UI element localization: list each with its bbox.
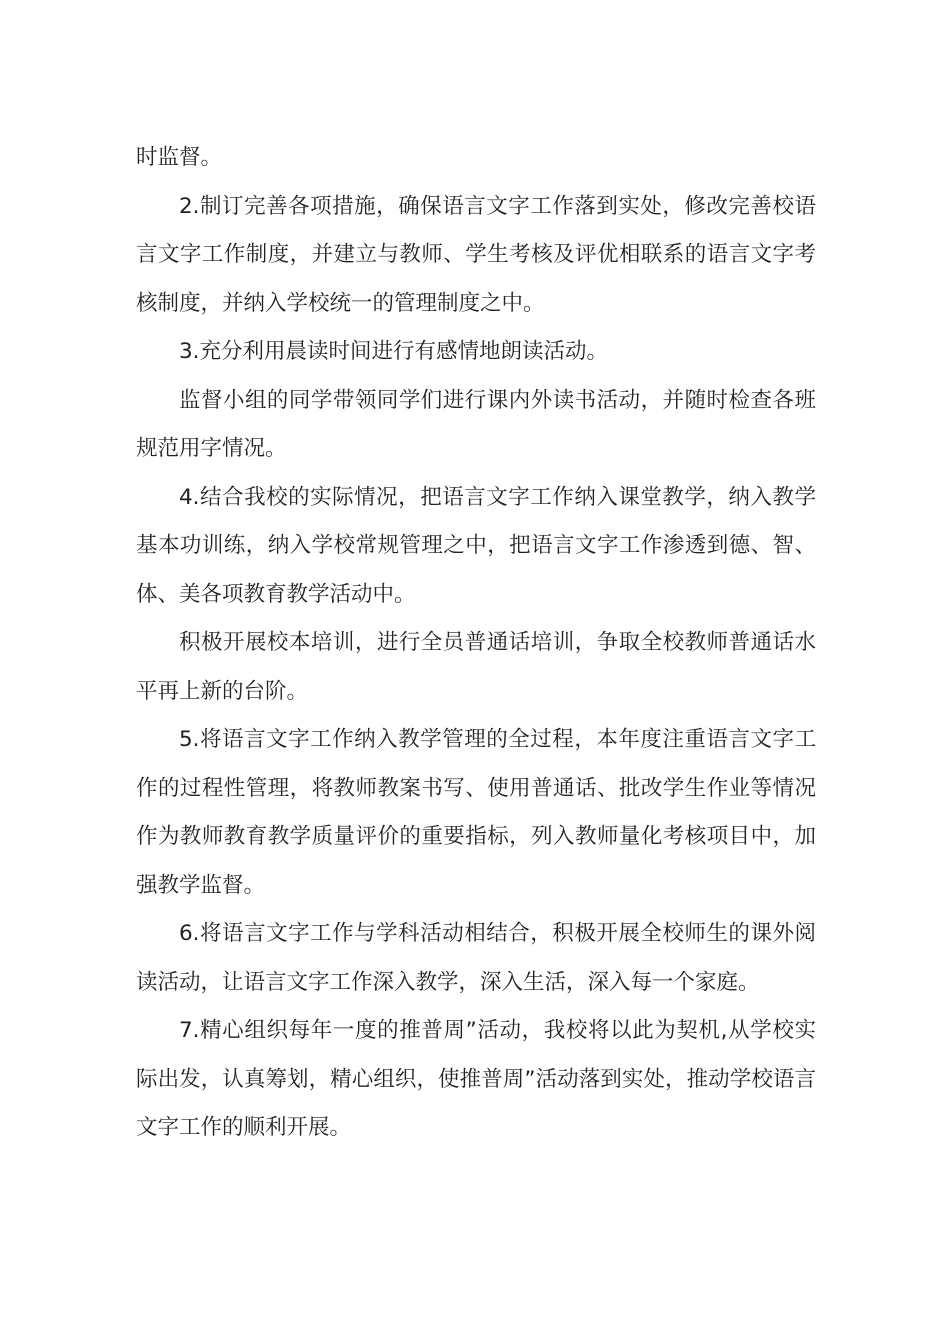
paragraph-continuation: 时监督。 (136, 145, 223, 170)
document-body (136, 134, 816, 1153)
paragraph-supervision: 监督小组的同学带领同学们进行课内外读书活动，并随时检查各班规范用字情况。 (136, 387, 816, 461)
paragraph-item-7: 7.精心组织每年一度的推普周”活动，我校将以此为契机,从学校实际出发，认真筹划，精心组织，使推普周”活动落到实处，推动学校语言文字工作的顺利开展。 (136, 1018, 816, 1140)
paragraph-item-5: 5.将语言文字工作纳入教学管理的全过程，本年度注重语言文字工作的过程性管理，将教师教案书写、使用普通话、批改学生作业等情况作为教师教育教学质量评价的重要指标，列入教师量化考核项目中，加强教学监督。 (136, 727, 816, 898)
paragraph-item-2: 2.制订完善各项措施，确保语言文字工作落到实处，修改完善校语言文字工作制度，并建立与教师、学生考核及评优相联系的语言文字考核制度，并纳入学校统一的管理制度之中。 (136, 193, 816, 316)
paragraph-item-6: 6.将语言文字工作与学科活动相结合，积极开展全校师生的课外阅读活动，让语言文字工作深入教学，深入生活，深入每一个家庭。 (136, 921, 816, 995)
paragraph-item-4: 4.结合我校的实际情况，把语言文字工作纳入课堂教学，纳入教学基本功训练，纳入学校常规管理之中，把语言文字工作渗透到德、智、体、美各项教育教学活动中。 (136, 484, 816, 607)
paragraph-item-3: 3.充分利用晨读时间进行有感情地朗读活动。 (179, 339, 609, 364)
paragraph-training: 积极开展校本培训，进行全员普通话培训，争取全校教师普通话水平再上新的台阶。 (136, 630, 816, 704)
